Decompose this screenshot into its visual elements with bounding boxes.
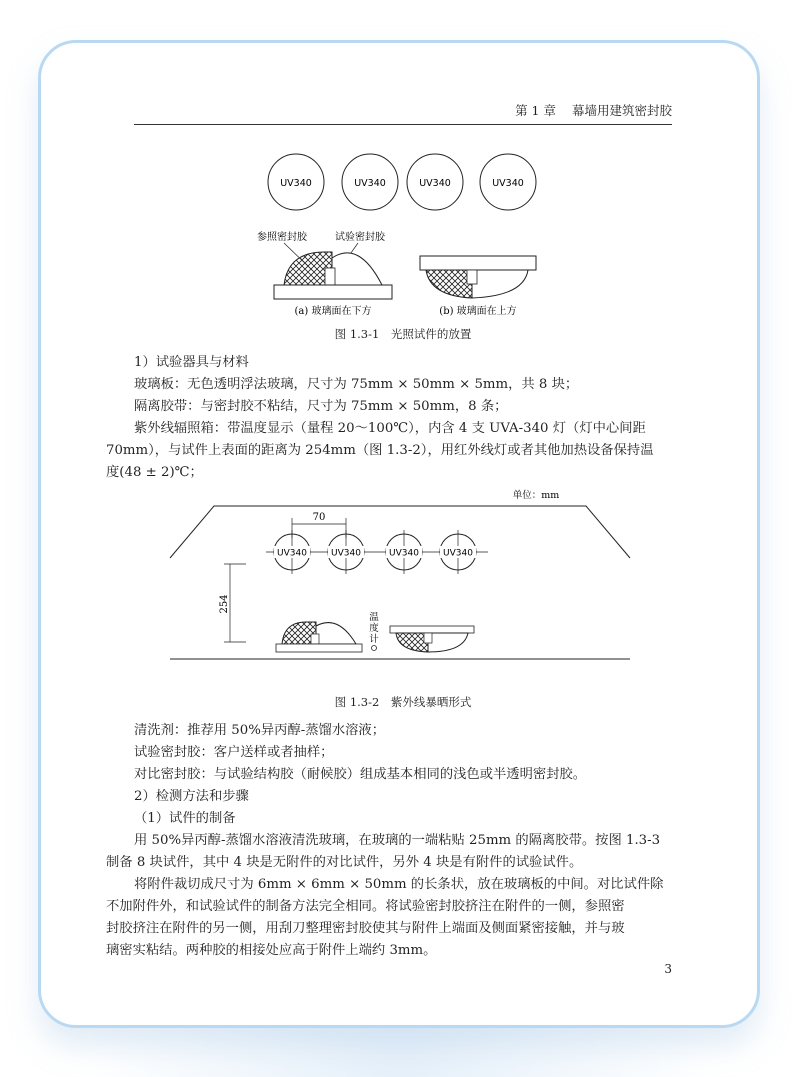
paragraph-uv-box-line1: 紫外线辐照箱：带温度显示（量程 20～100℃），内含 4 支 UVA-340 灯（灯中心间距	[134, 421, 646, 436]
paragraph-attach-line3: 封胶挤注在附件的另一侧，用刮刀整理密封胶使其与附件上端面及侧面紧密接触，并与玻	[106, 921, 625, 936]
uv-lamp-row	[268, 154, 536, 210]
chapter-number: 第 1 章	[515, 103, 556, 118]
section-heading-method: 2）检测方法和步骤	[134, 789, 249, 804]
uv-lamp-label: UV340	[492, 178, 524, 189]
subcaption-a: (a) 玻璃面在下方	[294, 306, 372, 317]
paragraph-cleaner: 清洗剂：推荐用 50%异丙醇-蒸馏水溶液；	[134, 723, 386, 738]
uv-lamp-row	[266, 530, 488, 574]
paragraph-uv-box-line2: 70mm），与试件上表面的距离为 254mm（图 1.3-2），用红外线灯或者其他加热设备保持温	[106, 443, 654, 458]
book-page	[106, 100, 672, 980]
paragraph-tape: 隔离胶带：与密封胶不粘结，尺寸为 75mm × 50mm，8 条；	[134, 399, 508, 414]
thermometer-icon	[372, 646, 377, 651]
spacing-dimension: 70	[312, 512, 326, 523]
label-test-sealant: 试验密封胶	[335, 232, 385, 243]
paragraph-prep-line1: 用 50%异丙醇-蒸馏水溶液清洗玻璃，在玻璃的一端粘贴 25mm 的隔离胶带。按图 1.3-3	[134, 833, 661, 848]
figure-1-3-1-caption: 图 1.3-1 光照试件的放置	[334, 327, 472, 341]
thermometer-label: 计	[369, 634, 379, 645]
uv-lamp-label: UV340	[354, 178, 386, 189]
uv-lamp-label: UV340	[331, 548, 361, 559]
paragraph-glass: 玻璃板：无色透明浮法玻璃，尺寸为 75mm × 50mm × 5mm，共 8 块；	[134, 377, 579, 392]
figure-1-3-2-caption: 图 1.3-2 紫外线暴晒形式	[334, 695, 472, 709]
thermometer-label: 度	[369, 623, 379, 634]
figure-1-3-1	[134, 140, 672, 330]
paragraph-attach-line4: 璃密实粘结。两种胶的相接处应高于附件上端约 3mm。	[106, 943, 437, 958]
paragraph-test-sealant: 试验密封胶：客户送样或者抽样；	[134, 745, 334, 760]
paragraph-reference-sealant: 对比密封胶：与试验结构胶（耐候胶）组成基本相同的浅色或半透明密封胶。	[134, 767, 587, 782]
unit-label: 单位：mm	[512, 490, 560, 501]
figure-1-3-2	[106, 486, 672, 686]
paragraph-attach-line1: 将附件裁切成尺寸为 6mm × 6mm × 50mm 的长条状，放在玻璃板的中间。对比试件除	[134, 877, 664, 892]
uv-lamp-label: UV340	[443, 548, 473, 559]
paragraph-prep-line2: 制备 8 块试件，其中 4 块是无附件的对比试件，另外 4 块是有附件的试验试件。	[106, 855, 583, 870]
label-reference-sealant: 参照密封胶	[257, 232, 307, 243]
subsection-heading-preparation: （1）试件的制备	[134, 811, 236, 826]
specimen-b	[420, 256, 536, 317]
uv-lamp-label: UV340	[419, 178, 451, 189]
section-heading-equipment: 1）试验器具与材料	[134, 355, 249, 370]
paragraph-uv-box-line3: 度(48 ± 2)℃；	[106, 465, 203, 480]
distance-dimension: 254	[219, 594, 230, 614]
uv-lamp-label: UV340	[389, 548, 419, 559]
uv-lamp-label: UV340	[280, 178, 312, 189]
subcaption-b: (b) 玻璃面在上方	[439, 306, 517, 317]
uv-lamp-label: UV340	[277, 548, 307, 559]
page-number: 3	[664, 962, 672, 976]
paragraph-attach-line2: 不加附件外，和试验试件的制备方法完全相同。将试验密封胶挤注在附件的一侧，参照密	[106, 899, 625, 914]
thermometer-label: 温	[369, 612, 379, 623]
specimen-a	[257, 230, 392, 317]
running-header	[134, 100, 672, 125]
chapter-title: 幕墙用建筑密封胶	[571, 103, 672, 118]
